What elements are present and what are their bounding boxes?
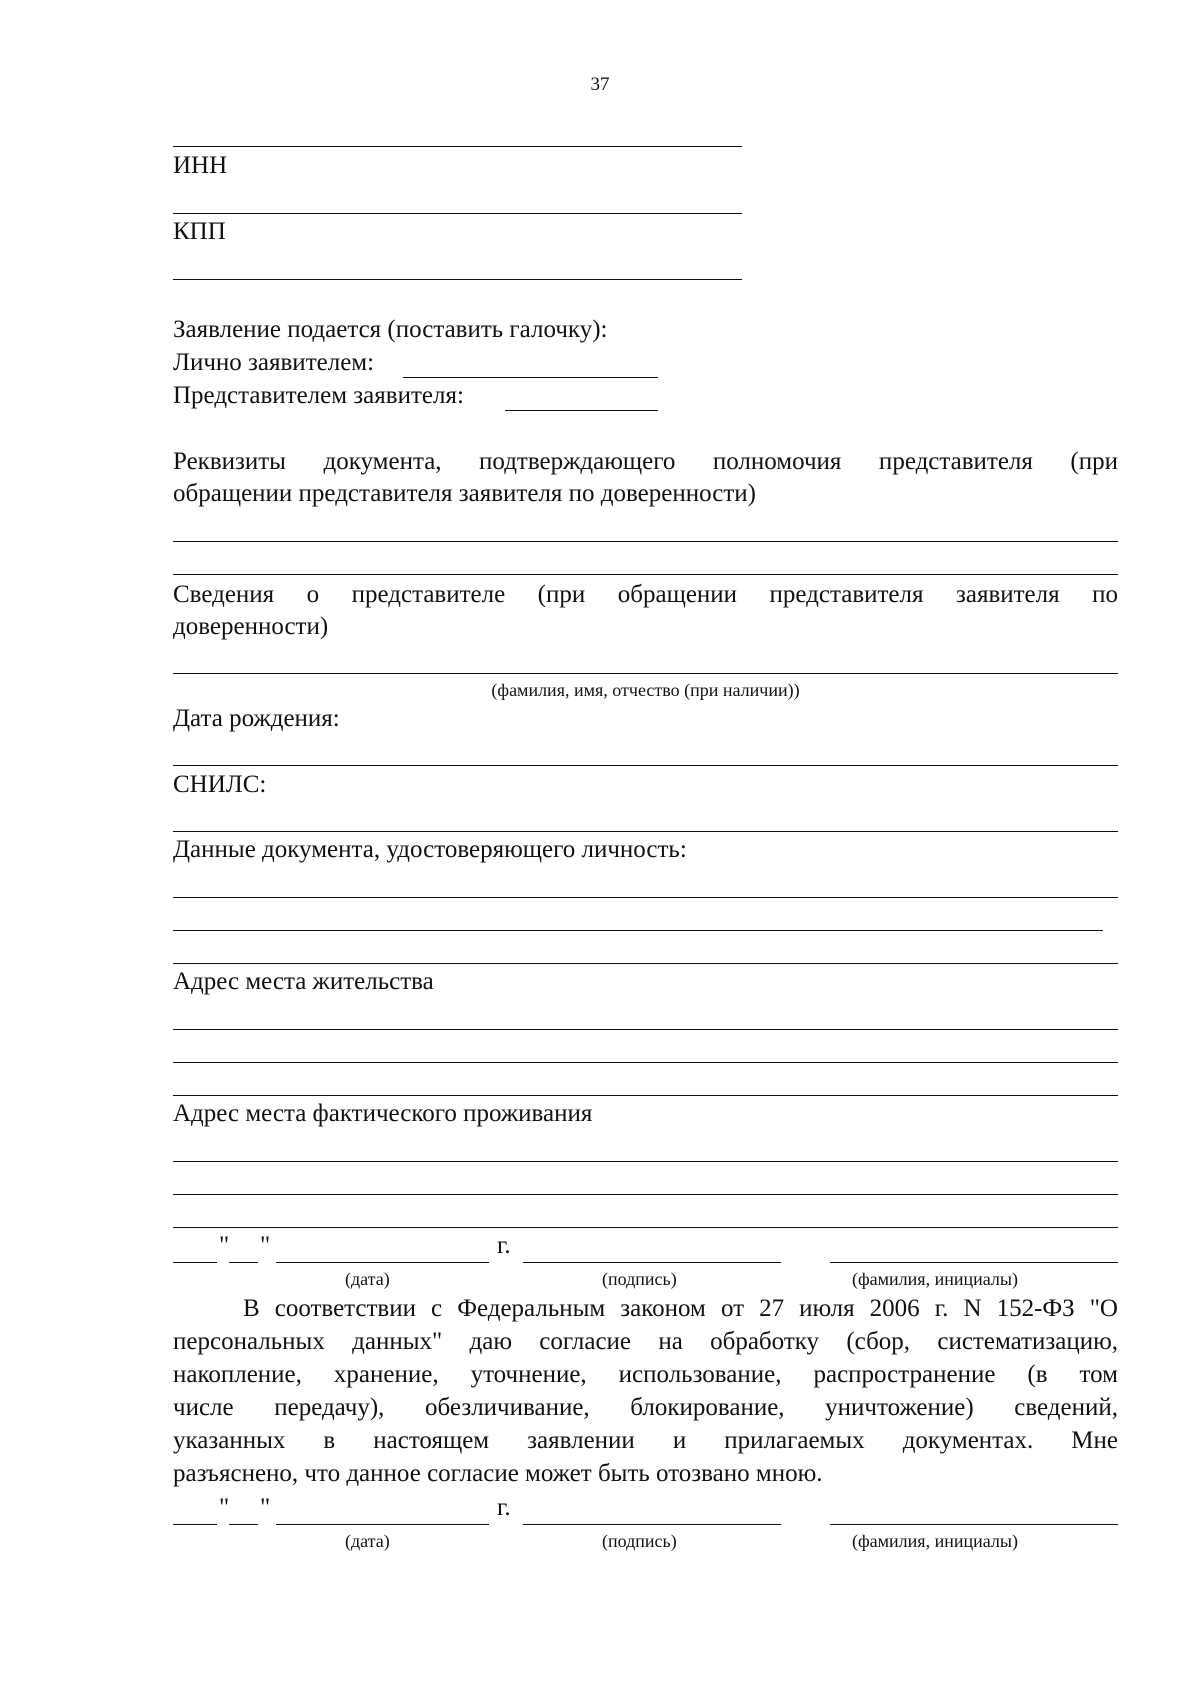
quote-close: " bbox=[260, 1232, 271, 1259]
consent-line5: указанных в настоящем заявлении и прилагаемых документах. Мне bbox=[173, 1427, 1118, 1454]
inn-label: ИНН bbox=[173, 152, 228, 179]
signature-field-line[interactable] bbox=[523, 1262, 781, 1263]
date-caption: (дата) bbox=[345, 1531, 390, 1551]
name-field-line[interactable] bbox=[830, 1524, 1118, 1525]
actual-residence-label: Адрес места фактического проживания bbox=[173, 1100, 593, 1127]
id-doc-field-line[interactable] bbox=[173, 930, 1103, 931]
kpp-field-line[interactable] bbox=[173, 279, 742, 280]
name-field-line[interactable] bbox=[830, 1262, 1118, 1263]
authority-doc-field-line[interactable] bbox=[173, 574, 1118, 575]
day-field-line[interactable] bbox=[229, 1262, 258, 1263]
rep-name-caption: (фамилия, имя, отчество (при наличии)) bbox=[491, 680, 800, 700]
year-suffix: г. bbox=[497, 1232, 511, 1259]
date-caption: (дата) bbox=[345, 1269, 390, 1289]
rep-info-label-line2: доверенности) bbox=[173, 613, 329, 640]
name-caption: (фамилия, инициалы) bbox=[852, 1531, 1018, 1551]
day-field-line[interactable] bbox=[229, 1524, 258, 1525]
page-number: 37 bbox=[590, 74, 610, 95]
year-suffix: г. bbox=[497, 1494, 511, 1521]
submission-personally-field[interactable] bbox=[403, 377, 658, 378]
signature-row bbox=[0, 1230, 1200, 1264]
id-doc-field-line[interactable] bbox=[173, 897, 1118, 898]
consent-line1: В соответствии с Федеральным законом от 27 июля 2006 г. N 152-ФЗ "О bbox=[243, 1295, 1118, 1322]
residence-field-line[interactable] bbox=[173, 1062, 1118, 1063]
signature-caption: (подпись) bbox=[602, 1531, 677, 1551]
rep-name-field-line[interactable] bbox=[173, 673, 1118, 674]
rep-info-label-line1: Сведения о представителе (при обращении представителя заявителя по bbox=[173, 581, 1118, 608]
quote-open: " bbox=[219, 1232, 230, 1259]
quote-open: " bbox=[219, 1494, 230, 1521]
authority-doc-label-line2: обращении представителя заявителя по доверенности) bbox=[173, 480, 756, 507]
actual-residence-field-line[interactable] bbox=[173, 1161, 1118, 1162]
submission-personally-label: Лично заявителем: bbox=[173, 349, 375, 376]
signature-caption: (подпись) bbox=[602, 1269, 677, 1289]
id-doc-label: Данные документа, удостоверяющего личность: bbox=[173, 836, 687, 863]
submission-representative-field[interactable] bbox=[505, 410, 658, 411]
id-doc-field-line[interactable] bbox=[173, 963, 1118, 964]
residence-field-line[interactable] bbox=[173, 1029, 1118, 1030]
consent-line6: разъяснено, что данное согласие может быть отозвано мною. bbox=[173, 1460, 823, 1487]
authority-doc-label-line1: Реквизиты документа, подтверждающего полномочия представителя (при bbox=[173, 448, 1118, 475]
birth-date-field-line[interactable] bbox=[173, 765, 1118, 766]
consent-line4: числе передачу), обезличивание, блокирование, уничтожение) сведений, bbox=[173, 1394, 1118, 1421]
consent-line2: персональных данных" даю согласие на обработку (сбор, систематизацию, bbox=[173, 1328, 1118, 1355]
residence-field-line[interactable] bbox=[173, 1095, 1118, 1096]
day-field-line[interactable] bbox=[173, 1524, 217, 1525]
kpp-label: КПП bbox=[173, 218, 226, 245]
consent-line3: накопление, хранение, уточнение, использование, распространение (в том bbox=[173, 1361, 1118, 1388]
signature-row bbox=[0, 1492, 1200, 1526]
submission-representative-label: Представителем заявителя: bbox=[173, 382, 464, 409]
residence-label: Адрес места жительства bbox=[173, 968, 434, 995]
actual-residence-field-line[interactable] bbox=[173, 1227, 1118, 1228]
blank-line bbox=[173, 146, 742, 147]
birth-date-label: Дата рождения: bbox=[173, 705, 340, 732]
snils-label: СНИЛС: bbox=[173, 771, 267, 798]
quote-close: " bbox=[260, 1494, 271, 1521]
inn-field-line[interactable] bbox=[173, 213, 742, 214]
name-caption: (фамилия, инициалы) bbox=[852, 1269, 1018, 1289]
signature-field-line[interactable] bbox=[523, 1524, 781, 1525]
month-field-line[interactable] bbox=[276, 1524, 489, 1525]
submission-heading: Заявление подается (поставить галочку): bbox=[173, 316, 608, 343]
day-field-line[interactable] bbox=[173, 1262, 217, 1263]
authority-doc-field-line[interactable] bbox=[173, 541, 1118, 542]
actual-residence-field-line[interactable] bbox=[173, 1194, 1118, 1195]
snils-field-line[interactable] bbox=[173, 831, 1118, 832]
month-field-line[interactable] bbox=[276, 1262, 489, 1263]
